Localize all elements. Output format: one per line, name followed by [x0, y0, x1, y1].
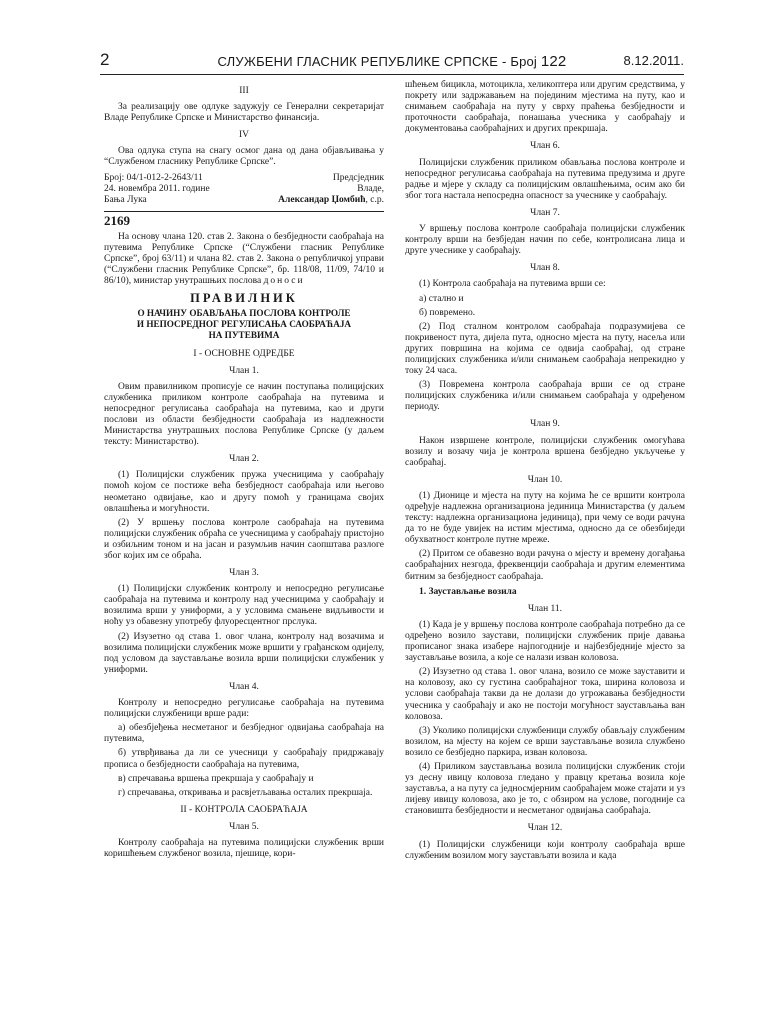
paragraph: (1) Контрола саобраћаја на путевима врши се:: [419, 279, 606, 290]
paragraph: Полицијски службеник приликом обављања послова контроле и непосредног регулисања саобраћаја на путевима предузима и друге радње и мјере у складу са полицијским овлашћењима, осим ако би због тога настала непосредна опасност за учеснике у саобраћају.: [405, 157, 685, 201]
subtitle-line: О НАЧИНУ ОБАВЉАЊА ПОСЛОВА КОНТРОЛЕ: [137, 307, 351, 318]
signature-left: [104, 173, 210, 206]
article-heading: Члан 4.: [229, 681, 259, 692]
paragraph: (3) Уколико полицијски службеници службу обављају службеним возилом, на мјесту на којем се врши заустављање возила службено возило се безбједно паркира, изван коловоза.: [405, 725, 685, 758]
left-column: [104, 80, 384, 863]
section-heading: II - КОНТРОЛА САОБРАЋАЈА: [180, 804, 308, 815]
list-item: б) утврђивања да ли се учесници у саобраћају придржавају прописа о безбједности саобраћаја на путевима,: [104, 748, 384, 770]
list-item: б) повремено.: [419, 307, 476, 318]
section-heading: I - ОСНОВНЕ ОДРЕДБЕ: [193, 348, 295, 359]
right-column: [405, 80, 685, 865]
article-heading: Члан 10.: [527, 474, 563, 485]
signatory: [278, 195, 384, 206]
paragraph: (1) Када је у вршењу послова контроле саобраћаја потребно да се одређено возило заустави, полицијски службеник прије давања прописаног знака изабере најпогодније и најбезбједније мјесто за заустављање возила, а које се налази изван коловоза.: [405, 619, 685, 664]
document-title: ПРАВИЛНИК: [190, 291, 298, 306]
intro-text: На основу члана 120. став 2. Закона о безбједности саобраћаја на путевима Републике Српске (“Службени гласник Републике Српске”, број 63/11) и члана 82. став 2. Закона о републичкој управи (“Службени гласник Републике Српске”, бр. 118/08, 11/09, 74/10 и 86/10), министар унутрашњих послова: [104, 231, 384, 287]
paragraph: (4) Приликом заустављања возила полицијски службеник стоји уз десну ивицу коловоза гледано у правцу кретања возила које зауставља, а на путу са једносмјерним саобраћајем може стајати и уз лијеву ивицу коловоза, ако је то, с обзиром на услове, погодније са становишта безбједности и несметаног одвијања саобраћаја.: [405, 761, 685, 817]
article-heading: Члан 8.: [530, 263, 560, 274]
paragraph: (2) Изузетно од става 1. овог члана, контролу над возачима и возилима полицијски службеник може вршити у грађанском одијелу, под условом да заустављање возила врши полицијски службеник у униформи.: [104, 631, 384, 675]
list-item: а) стално и: [419, 293, 464, 304]
header-rule: [100, 74, 684, 75]
paragraph: Ова одлука ступа на снагу осмог дана од дана објављивања у “Службеном гласнику Републике Српске”.: [104, 146, 384, 168]
paragraph: (1) Дионице и мјеста на путу на којима ће се вршити контрола одређује надлежна организациона јединица Министарства (у даљем тексту: надлежна организациона јединица), при чему се води рачуна да то не буде увијек на истим мјестима, односно да се обезбиједи обухватност контроле путне мреже.: [405, 490, 685, 546]
paragraph: Контролу и непосредно регулисање саобраћаја на путевима полицијски службеници врше ради:: [104, 698, 384, 720]
article-heading: Члан 12.: [527, 823, 563, 834]
section-label: III: [239, 86, 249, 96]
article-heading: Члан 7.: [530, 207, 560, 218]
list-item: г) спречавања, откривања и расвјетљавања осталих прекршаја.: [118, 787, 373, 798]
paragraph: Након извршене контроле, полицијски службеник омогућава возилу и возачу чија је контрола вршена безбједно укључење у саобраћај.: [405, 435, 685, 468]
article-heading: Члан 9.: [530, 419, 560, 430]
paragraph: (1) Полицијски службеници који контролу саобраћаја врше службеним возилом могу заустављати возила и када: [405, 839, 685, 861]
paragraph: шћењем бицикла, мотоцикла, хеликоптера или другим средствима, у покрету или задржавањем на појединим мјестима на путу, као и снимањем саобраћаја на путу у сврху праћења безбједности и проточности саобраћаја, понашања учесника у саобраћају и документовања саобраћајних и других прекршаја.: [405, 80, 685, 135]
intro-paragraph: [104, 232, 384, 287]
list-item: а) обезбјеђења несметаног и безбједног одвијања саобраћаја на путевима,: [104, 723, 384, 745]
gazette-title: [100, 53, 684, 70]
document-number: 2169: [104, 212, 130, 228]
divider: [104, 211, 384, 212]
article-heading: Члан 3.: [229, 568, 259, 579]
signature-date: 24. новембра 2011. године: [104, 183, 210, 194]
paragraph: (1) Полицијски службеник контролу и непосредно регулисање саобраћаја на путевима и контролу над учесницима у саобраћају и возилима врши у униформи, а у условима смањене видљивости и ноћу уз обавезну употребу флуоресцентног прслука.: [104, 584, 384, 628]
list-item: в) спречавања вршења прекршаја у саобраћају и: [118, 773, 314, 784]
issue-number: 122: [540, 53, 567, 70]
paragraph: Контролу саобраћаја на путевима полицијски службеник врши коришћењем службеног возила, пјешице, кори-: [104, 837, 384, 860]
paragraph: (2) Под сталном контролом саобраћаја подразумијева се покривеност пута, дијела пута, односно мјеста на путу, насеља или других површина на којима се одвија саобраћај, од стране полицијских службеника и/или снимањем саобраћаја непрекидно у току 24 часа.: [405, 321, 685, 377]
document-subtitle: [104, 308, 384, 341]
subsection-heading: 1. Заустављање возила: [419, 586, 517, 597]
article-heading: Члан 5.: [229, 821, 259, 832]
subtitle-line: И НЕПОСРЕДНОГ РЕГУЛИСАЊА САОБРАЋАЈА: [136, 318, 352, 329]
signatory-suffix: , с.р.: [365, 194, 384, 205]
paragraph: Овим правилником прописује се начин поступања полицијских службеника приликом контроле саобраћаја на путевима и непосредног регулисања саобраћаја на путевима, као и други послови из области безбједности саобраћаја из надлежности Министарства унутрашњих послова Републике Српске (у даљем тексту: Министарство).: [104, 381, 384, 448]
paragraph: (2) Притом се обавезно води рачуна о мјесту и времену догађања саобраћајних незгода, фреквенцији саобраћаја и другим елементима битним за безбједност саобраћаја.: [405, 549, 685, 582]
signatory-name: Александар Џомбић: [278, 194, 366, 205]
paragraph: (2) У вршењу послова контроле саобраћаја на путевима полицијски службеник обраћа се учесницима у саобраћају пристојно и озбиљним тоном и на јасан и разумљив начин саопштава разлоге због којих им се обраћа.: [104, 517, 384, 561]
signatory-title: Предсједник: [332, 172, 384, 183]
paragraph: У вршењу послова контроле саобраћаја полицијски службеник контролу врши на безбједан начин по себе, контролисана лица и друге учеснике у саобраћају.: [405, 224, 685, 257]
article-heading: Члан 1.: [229, 365, 259, 376]
page-number: 2: [100, 50, 110, 69]
subtitle-line: НА ПУТЕВИМА: [208, 329, 280, 340]
article-heading: Члан 2.: [229, 454, 259, 465]
page-header: [100, 50, 684, 74]
issue-date: 8.12.2011.: [623, 53, 684, 68]
signature-block: [104, 173, 384, 206]
article-heading: Члан 11.: [527, 603, 563, 614]
paragraph: (2) Изузетно од става 1. овог члана, возило се може зауставити и на коловозу, ако су густина саобраћајног тока, ширина коловоза и услови саобраћаја такви да не долази до угрожавања безбједности учесника у саобраћају и ако не постоји могућност заустављања ван коловоза.: [405, 667, 685, 722]
signature-place: Бања Лука: [104, 194, 147, 205]
intro-spaced-word: доноси: [263, 276, 305, 287]
paragraph: За реализацију ове одлуке задужују се Генерални секретаријат Владе Републике Српске и Министарство финансија.: [104, 102, 384, 124]
article-heading: Члан 6.: [530, 141, 560, 152]
signatory-body: Владе,: [357, 183, 384, 194]
signature-right: [278, 173, 384, 206]
gazette-title-text: СЛУЖБЕНИ ГЛАСНИК РЕПУБЛИКЕ СРПСКЕ - Број: [217, 54, 538, 69]
section-label: IV: [238, 130, 250, 141]
reference-number: Број: 04/1-012-2-2643/11: [104, 172, 203, 183]
paragraph: (1) Полицијски службеник пружа учесницима у саобраћају помоћ којом се постиже већа безбједност саобраћаја или његово неометано одвијање, као и другу помоћ у границама својих овлашћења и могућности.: [104, 470, 384, 514]
paragraph: (3) Повремена контрола саобраћаја врши се од стране полицијских службеника и/или снимањем саобраћаја у одређеном периоду.: [405, 380, 685, 413]
